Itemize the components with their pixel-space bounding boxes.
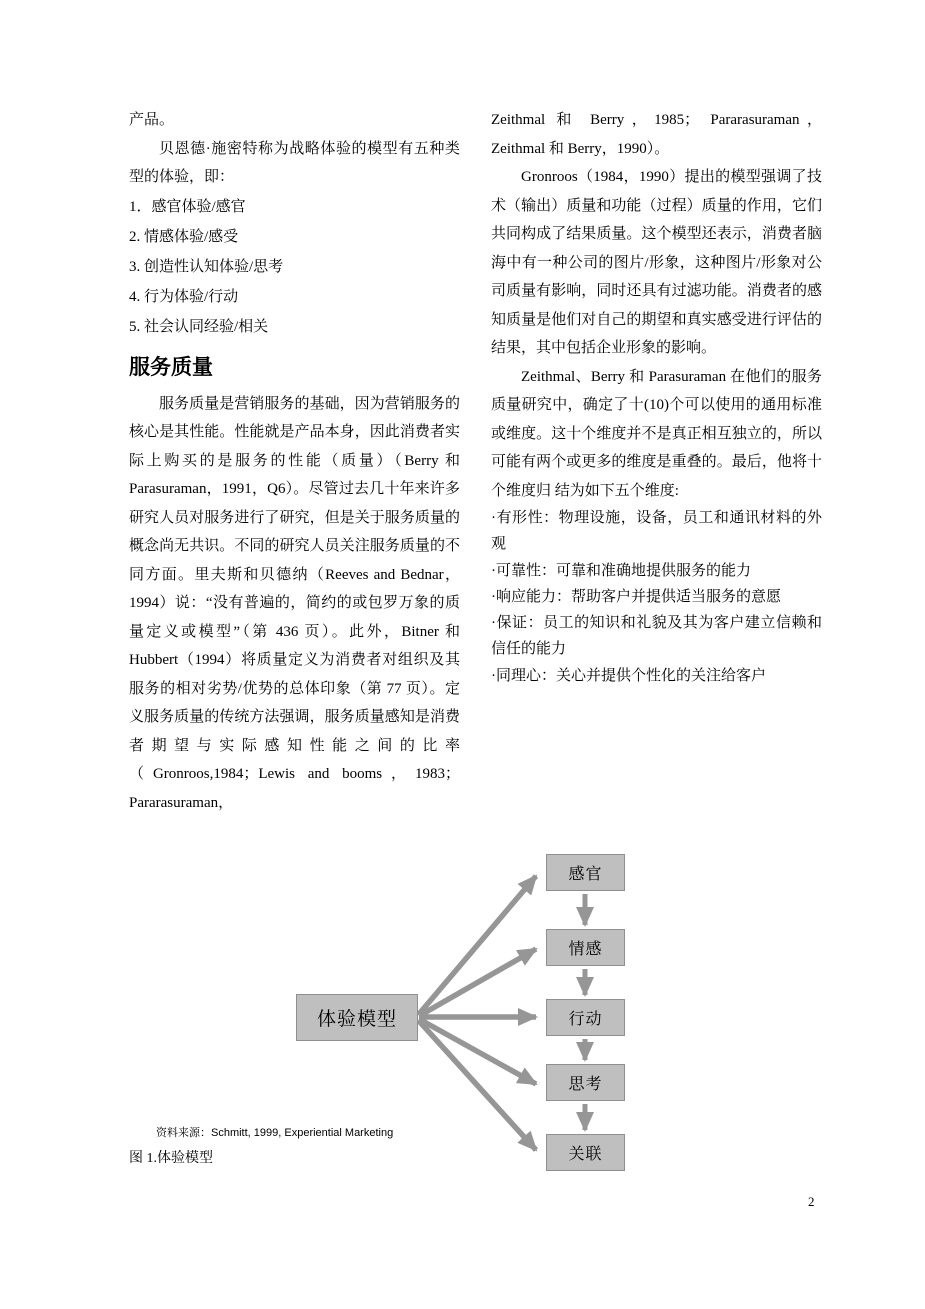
diagram-box-feel: 情感: [546, 929, 625, 966]
paragraph-continuation: 产品。: [129, 112, 175, 128]
figure-source-text: Schmitt, 1999, Experiential Marketing: [211, 1127, 394, 1139]
bullet-item: ·有形性：物理设施，设备，员工和通讯材料的外观: [491, 510, 822, 553]
left-column: [129, 106, 460, 817]
list-item: 3. 创造性认知体验/思考: [129, 258, 284, 275]
dimension-bullet-list: [491, 505, 822, 689]
bullet-item: ·可靠性：可靠和准确地提供服务的能力: [491, 562, 751, 579]
figure-source: [156, 1124, 393, 1140]
diagram-box-sense: 感官: [546, 854, 625, 891]
section-heading-service-quality: 服务质量: [129, 355, 213, 379]
bullet-item: ·同理心：关心并提供个性化的关注给客户: [491, 667, 766, 684]
diagram-box-think: 思考: [546, 1064, 625, 1101]
list-item: 4. 行为体验/行动: [129, 288, 239, 305]
paragraph-service-quality: 服务质量是营销服务的基础，因为营销服务的核心是其性能。性能就是产品本身，因此消费者实际上购买的是服务的性能（质量）（Berry 和 Parasuraman，1991，Q6）。尽管过去几十年来许多研究人员对服务进行了研究，但是关于服务质量的概念尚无共识。不同的研究人员关注服务质量的不同方面。里夫斯和贝德纳（Reeves and Bednar，1994）说：“没有普遍的，简约的或包罗万象的质量定义或模型”（第 436 页）。此外，Bitner 和 Hubbert（1994）将质量定义为消费者对组织及其服务的相对劣势/优势的总体印象（第 77 页）。定义服务质量的传统方法强调，服务质量感知是消费者期望与实际感知性能之间的比率（Gronroos,1984；Lewis and booms，1983； Pararasuraman，: [129, 395, 460, 811]
bullet-item: ·保证：员工的知识和礼貌及其为客户建立信赖和信任的能力: [491, 615, 822, 658]
two-column-text: [129, 106, 822, 817]
list-item: 2. 情感体验/感受: [129, 228, 239, 245]
list-item: 1．感官体验/感官: [129, 198, 246, 215]
experience-type-list: [129, 192, 460, 342]
paragraph-gronroos: Gronroos（1984，1990）提出的模型强调了技术（输出）质量和功能（过程）质量的作用，它们共同构成了结果质量。这个模型还表示，消费者脑海中有一种公司的图片/形象，这种图片/形象对公司质量有影响，同时还具有过滤功能。消费者的感知质量是他们对自己的期望和真实感受进行评估的结果，其中包括企业形象的影响。: [491, 169, 822, 356]
page-number: 2: [808, 1194, 815, 1209]
bullet-item: ·响应能力：帮助客户并提供适当服务的意愿: [491, 588, 781, 605]
paragraph-intro: 贝恩德·施密特称为战略体验的模型有五种类型的体验，即：: [129, 140, 460, 185]
list-item: 5. 社会认同经验/相关: [129, 318, 269, 335]
figure-source-label: 资料来源：: [156, 1127, 211, 1139]
diagram-box-relate: 关联: [546, 1134, 625, 1171]
figure-caption: 图 1.体验模型: [129, 1151, 213, 1166]
paragraph-references-continuation: Zeithmal 和 Berry，1985； Pararasuraman，Zeithmal 和 Berry，1990）。: [491, 112, 822, 157]
experience-model-box: 体验模型: [296, 994, 418, 1041]
paragraph-dimensions: Zeithmal、Berry 和 Parasuraman 在他们的服务质量研究中，确定了十(10)个可以使用的通用标准或维度。这十个维度并不是真正相互独立的，所以可能有两个或更多的维度是重叠的。最后，他将十个维度归 结为如下五个维度:: [491, 368, 822, 499]
right-column: [491, 106, 822, 817]
diagram-box-act: 行动: [546, 999, 625, 1036]
